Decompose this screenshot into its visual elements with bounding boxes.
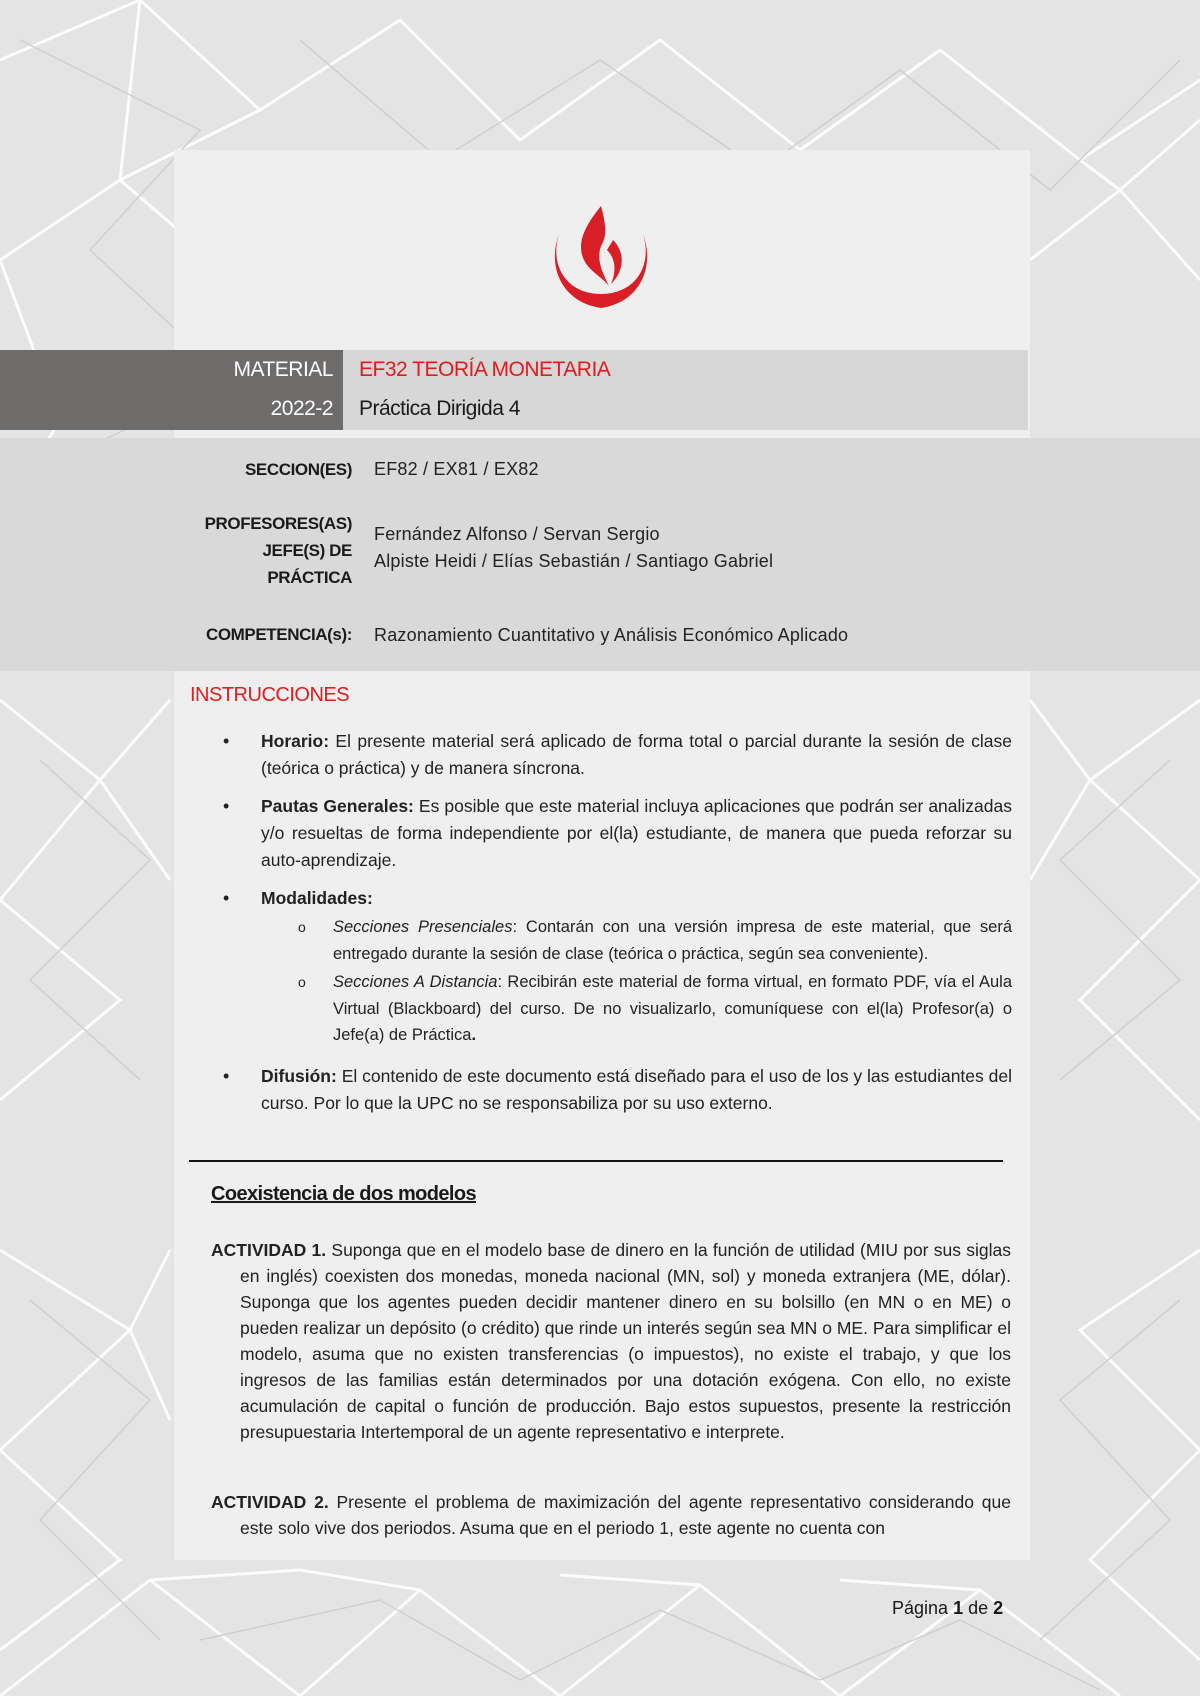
practice-title: Práctica Dirigida 4	[359, 397, 520, 420]
list-item-guidelines	[190, 793, 1012, 874]
activity-1	[211, 1237, 1011, 1445]
sub-bullet-icon: o	[298, 974, 306, 990]
instructions-list	[190, 728, 1012, 1128]
sub-bullet-icon: o	[298, 919, 306, 935]
activity-1-text: Suponga que en el modelo base de dinero en la función de utilidad (MIU por sus siglas en inglés) coexisten dos monedas, moneda nacional (MN, sol) y moneda extranjera (ME, dólar). Suponga que los agentes pueden decidir mantener dinero en su bolsillo (en MN o en ME) o pueden realizar un depósito (o crédito) que rinde un interés según sea MN o ME. Para simplificar el modelo, asuma que no existen transferencias (o impuestos), no existe el trabajo, y que los ingresos de las familias están determinados por una dotación exógena. Con ello, no existe acumulación de capital o función de producción. Bajo estos supuestos, presente la restricción presupuestaria Intertemporal de un agente representativo e interprete.	[240, 1240, 1012, 1442]
year-label: 2022-2	[270, 397, 333, 420]
page-number	[892, 1598, 1003, 1619]
competence-value: Razonamiento Cuantitativo y Análisis Económico Aplicado	[374, 625, 849, 645]
diffusion-label: Difusión:	[261, 1065, 337, 1086]
page-prefix: Página	[892, 1598, 954, 1618]
teachers-label-3: PRÁCTICA	[267, 568, 352, 587]
page-mid: de	[963, 1598, 994, 1618]
assistants-value: Alpiste Heidi / Elías Sebastián / Santiago Gabriel	[374, 551, 774, 571]
header-label-panel	[0, 350, 343, 430]
teachers-label-2: JEFE(S) DE	[262, 541, 352, 560]
bullet-icon: •	[223, 888, 230, 908]
presential-text: : Contarán con una versión impresa de este material, que será entregado durante la sesión de clase (teórica o práctica, según sea conveniente).	[333, 918, 1012, 963]
bullet-icon: •	[223, 1065, 230, 1086]
list-item-schedule	[190, 728, 1012, 782]
modalities-label: Modalidades:	[261, 888, 373, 908]
distance-text: : Recibirán este material de forma virtual, en formato PDF, vía el Aula Virtual (Blackboard) del curso. De no visualizarlo, comuníquese con el(la) Profesor(a) o Jefe(a) de Práctica	[333, 973, 1013, 1044]
list-item-diffusion	[190, 1063, 1012, 1117]
activity-1-label: ACTIVIDAD 1.	[211, 1240, 327, 1260]
schedule-text: El presente material será aplicado de forma total o parcial durante la sesión de clase (teórica o práctica) y de manera síncrona.	[261, 731, 1012, 778]
bullet-icon: •	[223, 796, 230, 816]
activity-2	[211, 1489, 1011, 1541]
competence-label: COMPETENCIA(s):	[205, 625, 352, 644]
bullet-icon: •	[223, 731, 230, 751]
teachers-value: Fernández Alfonso / Servan Sergio	[374, 524, 660, 544]
schedule-label: Horario:	[261, 731, 330, 751]
distance-end: .	[471, 1026, 477, 1044]
course-title: EF32 TEORÍA MONETARIA	[359, 358, 611, 381]
upc-logo	[545, 200, 657, 312]
section-divider	[189, 1160, 1003, 1162]
section-heading: Coexistencia de dos modelos	[211, 1183, 476, 1205]
teachers-label-1: PROFESORES(AS)	[204, 514, 352, 533]
activity-2-text: Presente el problema de maximización del agente representativo considerando que este solo vive dos periodos. Asuma que en el periodo 1, este agente no cuenta con	[240, 1492, 1011, 1538]
sub-item-presential	[261, 914, 1012, 967]
activity-2-label: ACTIVIDAD 2.	[211, 1492, 329, 1512]
sections-label: SECCION(ES)	[244, 460, 352, 479]
sections-value: EF82 / EX81 / EX82	[374, 459, 539, 479]
distance-label: Secciones A Distancia	[333, 973, 498, 991]
presential-label: Secciones Presenciales	[333, 918, 513, 936]
diffusion-text: El contenido de este documento está diseñado para el uso de los y las estudiantes del curso. Por lo que la UPC no se responsabiliza por su uso externo.	[261, 1065, 1012, 1113]
info-band	[0, 438, 1200, 671]
page-current: 1	[953, 1598, 964, 1618]
guidelines-label: Pautas Generales:	[261, 796, 414, 816]
header-value-panel	[343, 350, 1028, 430]
guidelines-text: Es posible que este material incluya aplicaciones que podrán ser analizadas y/o resueltas de forma independiente por el(la) estudiante, de manera que pueda reforzar su auto-aprendizaje.	[261, 796, 1012, 870]
material-label: MATERIAL	[233, 358, 333, 381]
sub-item-distance	[261, 969, 1012, 1049]
list-item-modalities	[190, 885, 1012, 1049]
page-total: 2	[993, 1598, 1004, 1618]
instructions-title: INSTRUCCIONES	[190, 684, 350, 706]
